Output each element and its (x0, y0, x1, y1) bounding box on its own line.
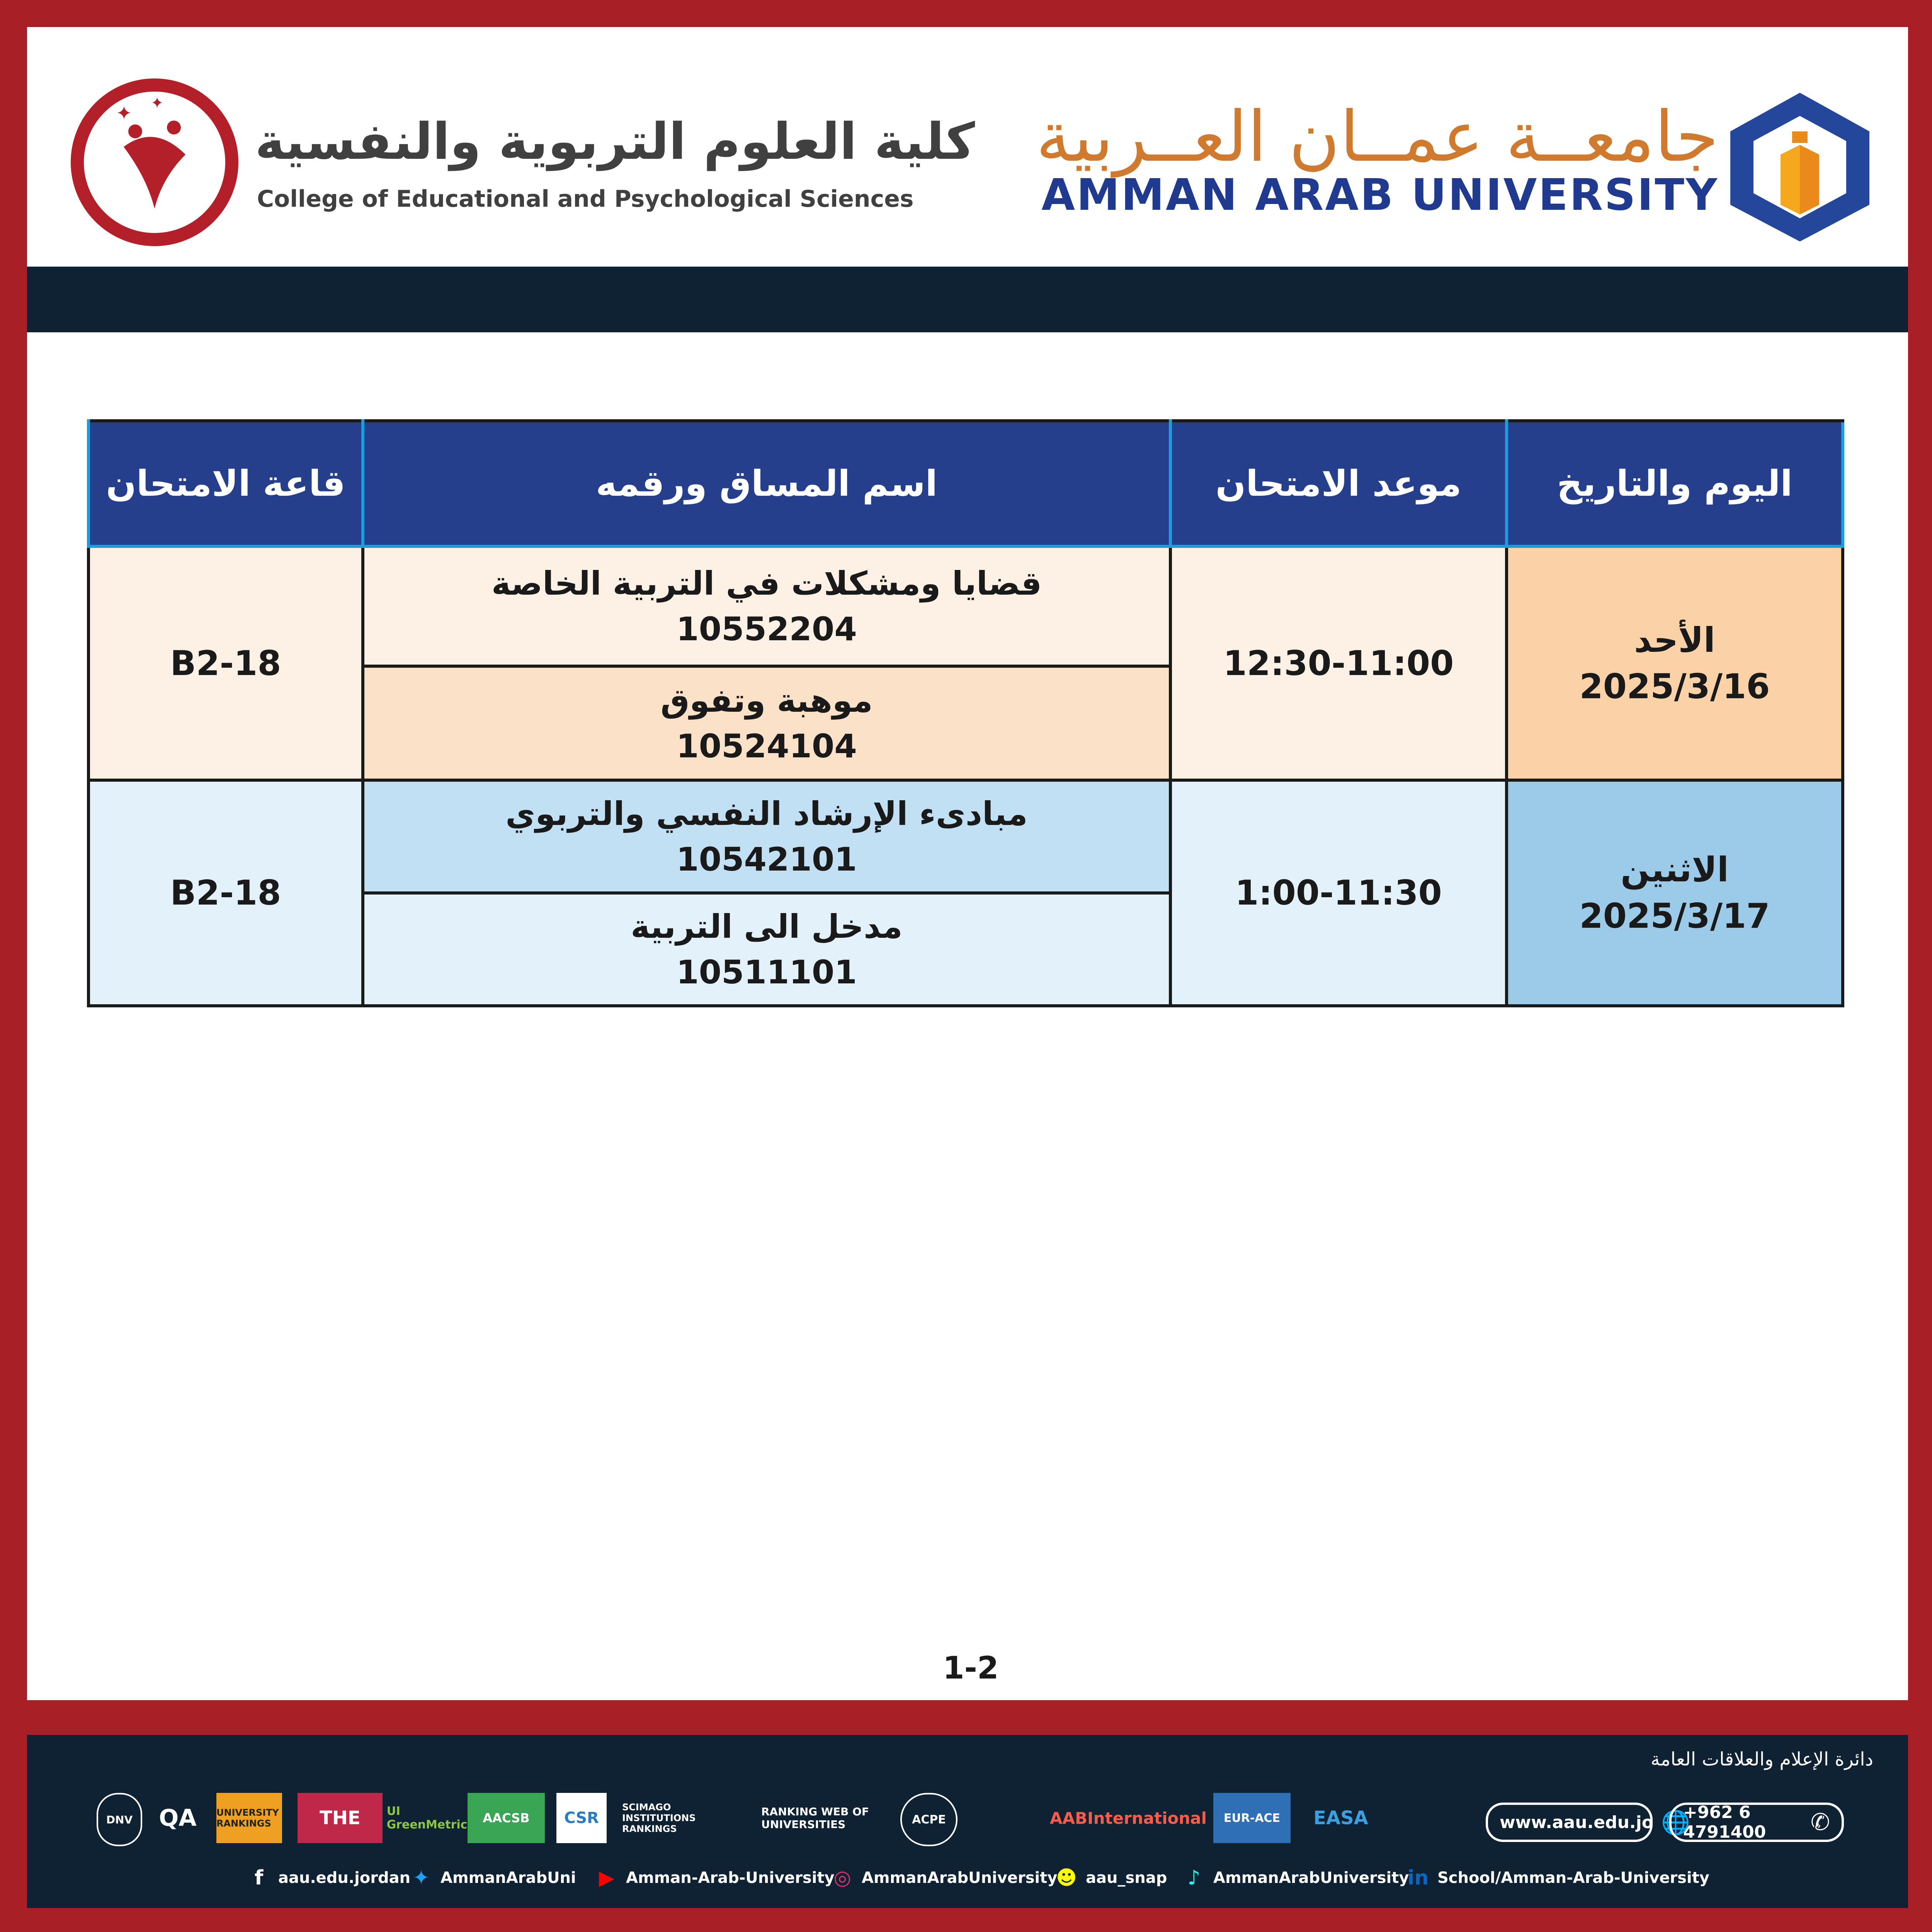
day-label: الاثنين (1621, 850, 1729, 889)
badge-qa: QA (159, 1804, 197, 1832)
badge-aacsb: AACSB (468, 1793, 545, 1843)
course-code: 10552204 (676, 610, 857, 648)
badge-university-rankings: UNIVERSITY RANKINGS (216, 1793, 282, 1843)
header-course: اسم المساق ورقمه (363, 421, 1170, 546)
social-label: aau.edu.jordan (278, 1869, 411, 1887)
website-link[interactable] (1486, 1803, 1690, 1842)
social-label: AmmanArabUniversity (1213, 1869, 1409, 1887)
twitter-icon: ✦ (413, 1866, 430, 1889)
phone-icon: ✆ (1810, 1809, 1830, 1836)
date-label: 2025/3/17 (1579, 896, 1770, 936)
badge-aab-international: AABInternational (1049, 1808, 1207, 1828)
instagram-icon: ◎ (833, 1866, 851, 1889)
college-name-ar: كلية العلوم التربوية والنفسية (255, 112, 975, 171)
badge-eur-ace: EUR-ACE (1213, 1793, 1291, 1843)
badge-webometrics: RANKING WEB OF UNIVERSITIES (761, 1805, 869, 1831)
header-exam-time: موعد الامتحان (1170, 421, 1507, 546)
badge-the: THE (298, 1793, 383, 1843)
course-code: 10542101 (676, 840, 857, 878)
university-name-en: AMMAN ARAB UNIVERSITY (1041, 170, 1719, 220)
exam-hall-cell: B2-18 (88, 780, 363, 1006)
svg-text:✦: ✦ (151, 94, 164, 112)
header-hall: قاعة الامتحان (88, 421, 363, 546)
course-code: 10511101 (676, 953, 857, 991)
page-number: 1-2 (943, 1650, 999, 1686)
course-cell (363, 780, 1170, 893)
table-row (88, 780, 1843, 893)
course-name: مبادىء الإرشاد النفسي والتربوي (505, 795, 1028, 833)
phone-link[interactable] (1669, 1803, 1844, 1842)
social-label: AmmanArabUni (440, 1869, 576, 1887)
exam-time-cell: 1:00-11:30 (1170, 780, 1507, 1006)
table-row (88, 546, 1843, 666)
social-twitter[interactable] (410, 1866, 576, 1889)
badge-scimago: SCIMAGO INSTITUTIONS RANKINGS (622, 1802, 696, 1834)
social-youtube[interactable] (595, 1866, 835, 1889)
social-label: aau_snap (1086, 1869, 1167, 1887)
day-label: الأحد (1634, 620, 1715, 660)
social-label: AmmanArabUniversity (862, 1869, 1058, 1887)
college-name-en: College of Educational and Psychological Sciences (257, 185, 914, 213)
header-day-date: اليوم والتاريخ (1507, 421, 1843, 546)
exam-hall-cell: B2-18 (88, 546, 363, 780)
college-logo (70, 77, 240, 247)
social-snapchat[interactable] (1055, 1866, 1167, 1889)
badge-ui-greenmetric: UI GreenMetric (386, 1804, 468, 1832)
table-header-row (88, 421, 1843, 546)
social-tiktok[interactable] (1182, 1866, 1409, 1889)
course-cell (363, 666, 1170, 780)
badge-csr: CSR (556, 1793, 607, 1843)
date-label: 2025/3/16 (1579, 666, 1770, 706)
badge-easa: EASA (1313, 1807, 1368, 1829)
course-cell (363, 893, 1170, 1006)
university-logo (1723, 89, 1877, 243)
badge-acpe: ACPE (900, 1793, 957, 1846)
course-cell (363, 546, 1170, 666)
exam-schedule-table (87, 419, 1844, 1007)
linkedin-icon: in (1407, 1866, 1429, 1889)
phone-label: +962 6 4791400 (1683, 1803, 1766, 1842)
department-label: دائرة الإعلام والعلاقات العامة (1650, 1748, 1873, 1770)
university-name-ar: جامعــة عمــان العــربية (1036, 97, 1719, 177)
facebook-icon: f (254, 1866, 264, 1889)
social-label: Amman-Arab-University (626, 1869, 835, 1887)
youtube-icon: ▶ (599, 1866, 614, 1889)
tiktok-icon: ♪ (1187, 1866, 1201, 1889)
exam-time-cell: 12:30-11:00 (1170, 546, 1507, 780)
course-code: 10524104 (676, 727, 857, 765)
course-name: قضايا ومشكلات في التربية الخاصة (491, 565, 1042, 602)
social-linkedin[interactable] (1406, 1866, 1709, 1889)
social-facebook[interactable] (247, 1866, 410, 1889)
header-band (27, 267, 1908, 332)
day-date-cell (1507, 546, 1843, 780)
social-instagram[interactable] (831, 1866, 1057, 1889)
website-label: www.aau.edu.jo (1500, 1812, 1653, 1832)
social-label: School/Amman-Arab-University (1437, 1869, 1709, 1887)
course-name: موهبة وتفوق (660, 681, 873, 719)
svg-text:✦: ✦ (116, 102, 132, 124)
globe-icon: 🌐 (1661, 1809, 1690, 1836)
badge-dnv: DNV (97, 1793, 142, 1846)
day-date-cell (1507, 780, 1843, 1006)
snapchat-icon: ☻ (1056, 1866, 1077, 1889)
course-name: مدخل الى التربية (631, 908, 903, 946)
